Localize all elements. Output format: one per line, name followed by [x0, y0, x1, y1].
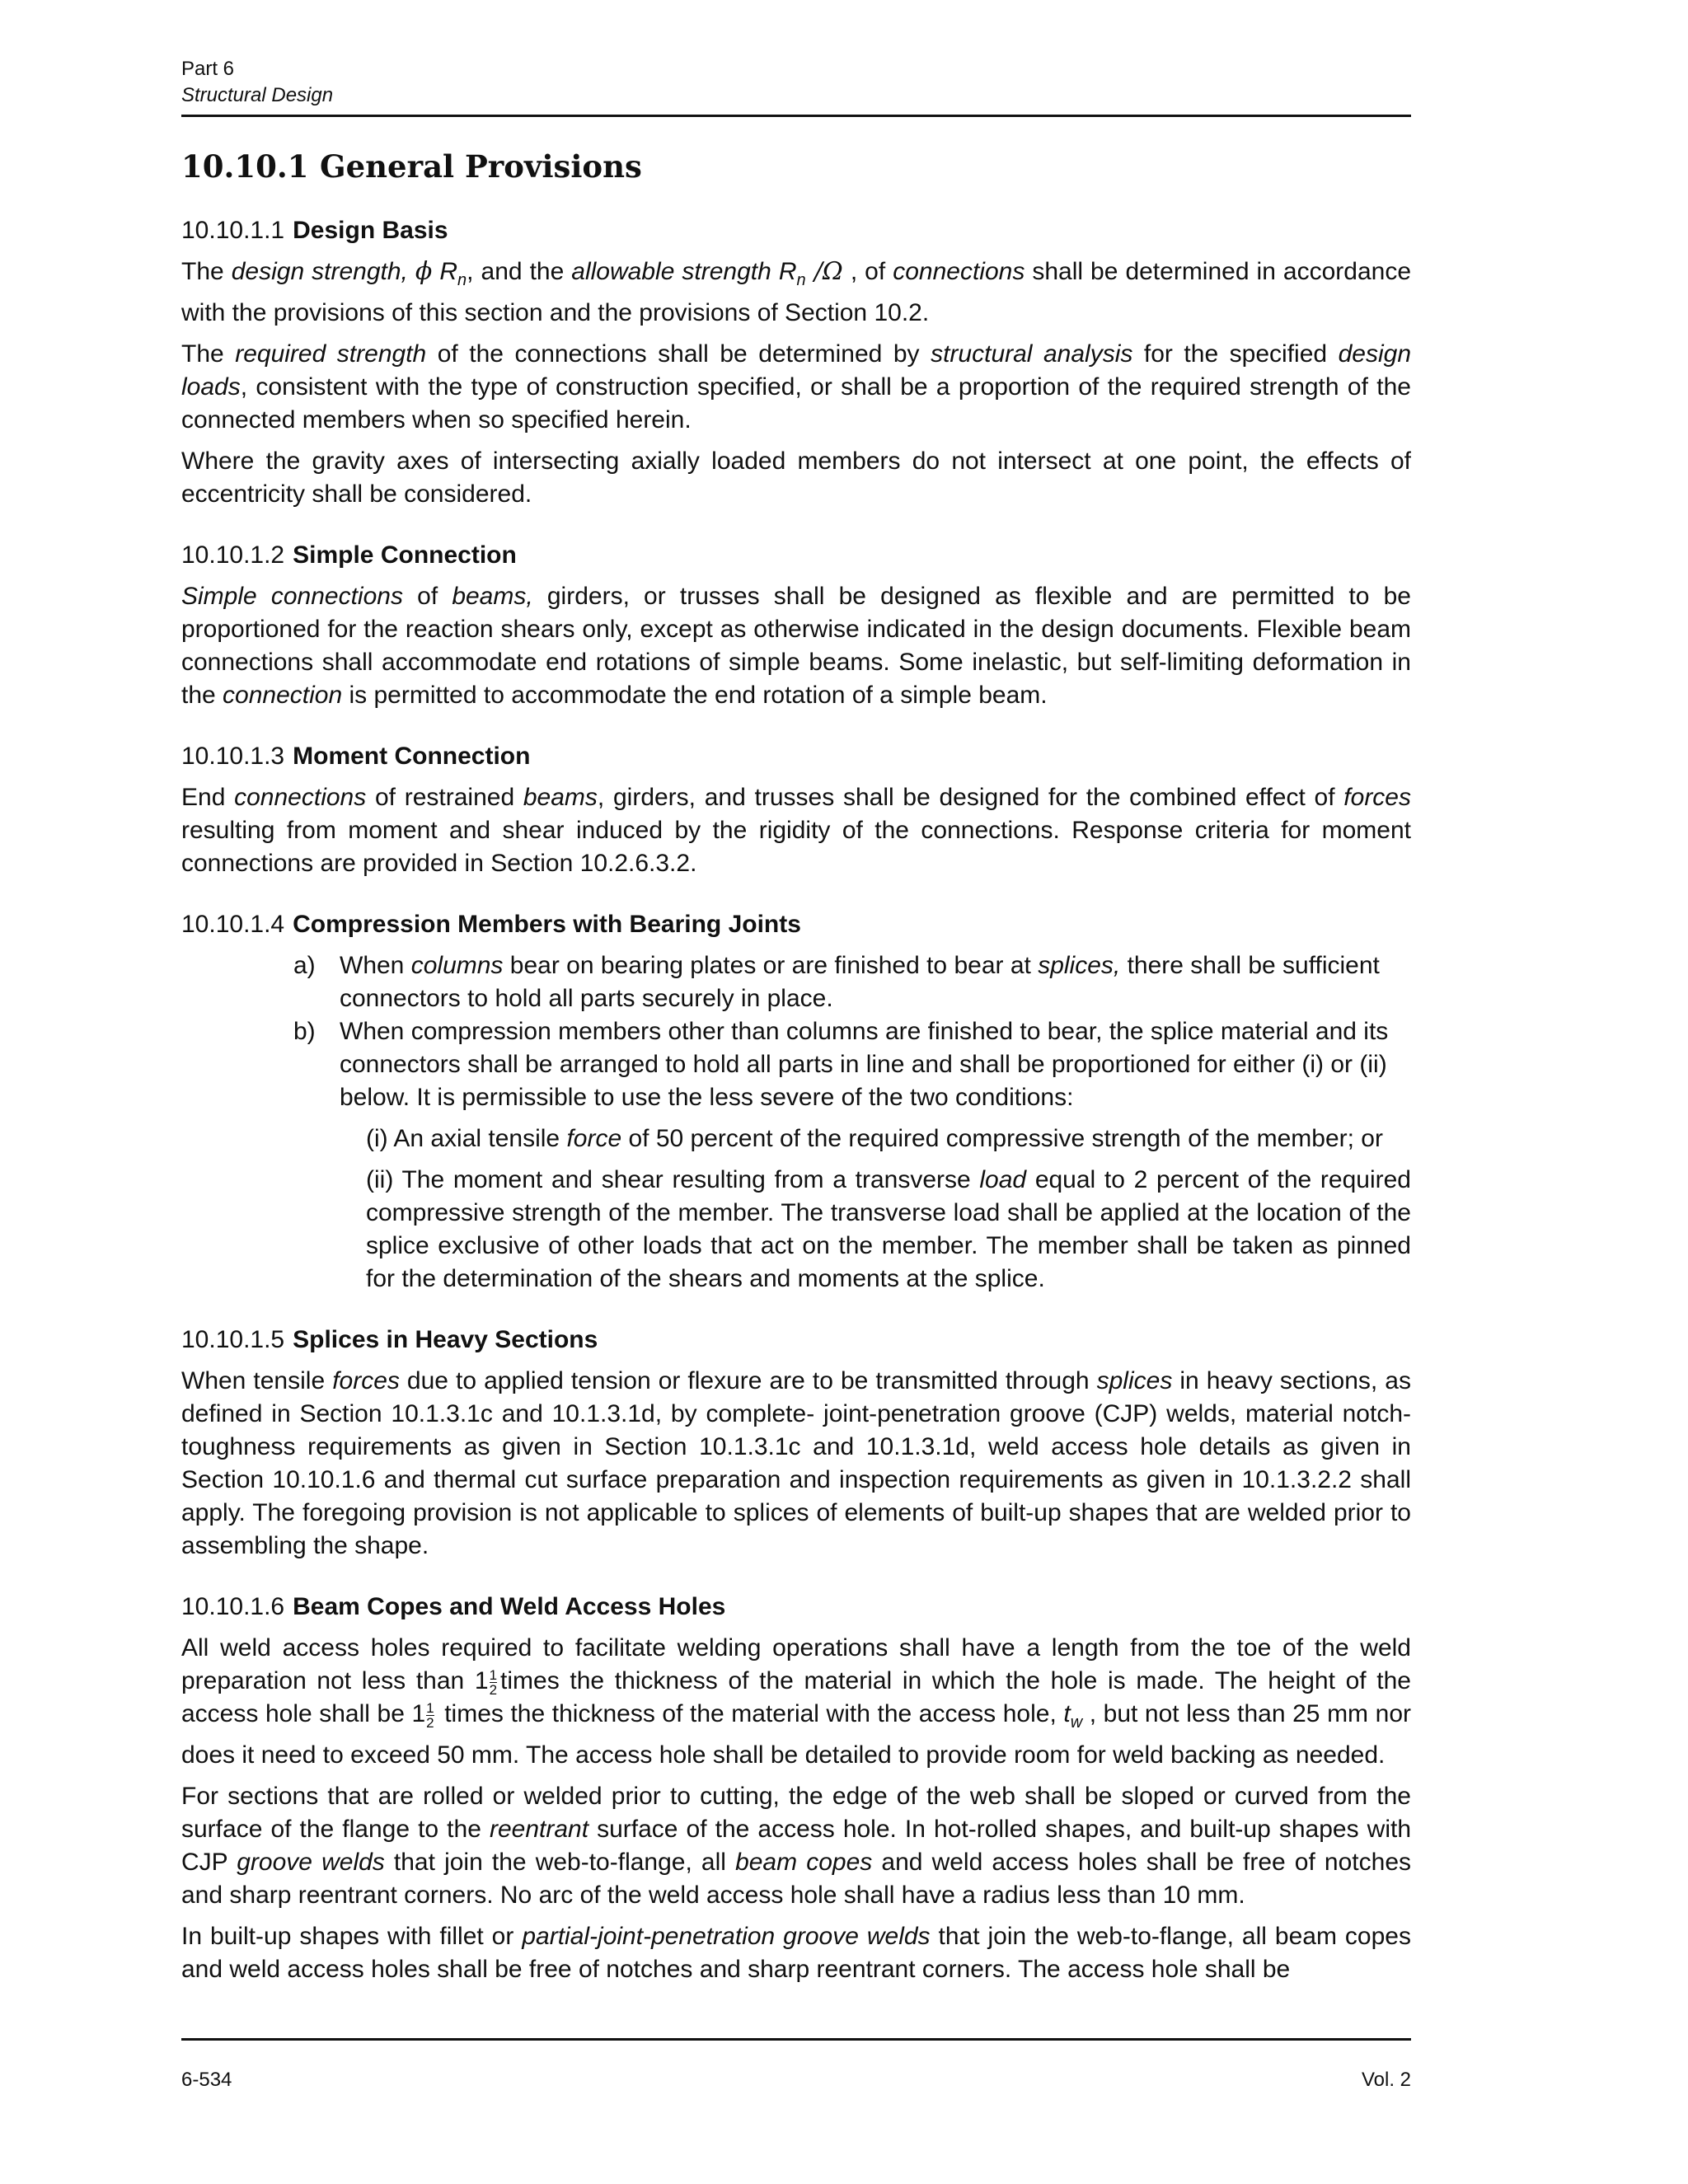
sub-list-item: (i) An axial tensile force of 50 percent of the required compressive strength of the member; or [366, 1125, 1383, 1152]
paragraph: All weld access holes required to facilitate welding operations shall have a length from the toe of the weld preparation not less than 1 $\frac{1}{2}$ times the thickness of the material in which the hole is made. The height of the access hole shall be 1 $\frac{1}{2}$ times the thickness of the material with the access hole, $t_w$ , but not less than 25 mm nor does it need to exceed 50 mm. The access hole shall be detailed to provide room for weld backing as needed. [181, 1634, 1411, 1769]
section-title [181, 147, 1411, 186]
footer-rule [181, 2038, 1411, 2041]
subsection-heading: 10.10.1.3 Moment Connection [181, 743, 531, 770]
page-number: 6-534 [181, 2069, 232, 2091]
sub-list-item: (ii) The moment and shear resulting from a transverse load equal to 2 percent of the required compressive strength of the member. The transverse load shall be applied at the location of the splice exclusive of other loads that act on the member. The member shall be taken as pinned for the determination of the shears and moments at the splice. [366, 1166, 1411, 1292]
header-rule [181, 115, 1411, 117]
subsection-heading: 10.10.1.5 Splices in Heavy Sections [181, 1326, 598, 1353]
fraction: $\frac{1}{2}$ [426, 1699, 434, 1731]
list-item: a) When columns bear on bearing plates or are finished to bear at splices, there shall be sufficient connectors to hold all parts securely in place. [293, 952, 1380, 1012]
header-subtitle: Structural Design [181, 84, 334, 106]
paragraph: The design strength, ϕ $R_n$, and the allowable strength $R_n$ /Ω , of connections shall be determined in accordance with the provisions of this section and the provisions of Section 10.2. [181, 257, 1412, 326]
subsection-heading: 10.10.1.6 Beam Copes and Weld Access Holes [181, 1593, 726, 1620]
paragraph: End connections of restrained beams, girders, and trusses shall be designed for the combined effect of forces resulting from moment and shear induced by the rigidity of the connections. Response criteria for moment connections are provided in Section 10.2.6.3.2. [181, 784, 1411, 877]
section-number: 10.10.1 [181, 148, 309, 185]
subsection-heading: 10.10.1.2 Simple Connection [181, 541, 517, 569]
fraction: $\frac{1}{2}$ [489, 1666, 498, 1698]
list-item: b) When compression members other than columns are finished to bear, the splice material and its connectors shall be arranged to hold all parts in line and shall be proportioned for either (i) or (ii) below. It is permissible to use the less severe of the two conditions: [293, 1018, 1389, 1111]
paragraph: The required strength of the connections shall be determined by structural analysis for the specified design loads, consistent with the type of construction specified, or shall be a proportion of the required strength of the connected members when so specified herein. [181, 340, 1411, 434]
paragraph: Simple connections of beams, girders, or trusses shall be designed as flexible and are permitted to be proportioned for the reaction shears only, except as otherwise indicated in the design documents. Flexible beam connections shall accommodate end rotations of simple beams. Some inelastic, but self-limiting deformation in the connection is permitted to accommodate the end rotation of a simple beam. [181, 583, 1411, 709]
paragraph: When tensile forces due to applied tension or flexure are to be transmitted through splices in heavy sections, as defined in Section 10.1.3.1c and 10.1.3.1d, by complete- joint-penetration groove (CJP) welds, material notch-toughness requirements as given in Section 10.1.3.1c and 10.1.3.1d, weld access hole details as given in Section 10.10.1.6 and thermal cut surface preparation and inspection requirements as given in 10.1.3.2.2 shall apply. The foregoing provision is not applicable to splices of elements of built-up shapes that are welded prior to assembling the shape. [181, 1367, 1411, 1559]
header-part: Part 6 [181, 58, 235, 80]
paragraph: In built-up shapes with fillet or partial-joint-penetration groove welds that join the web-to-flange, all beam copes and weld access holes shall be free of notches and sharp reentrant corners. The access hole shall be [181, 1923, 1411, 1983]
main-content [181, 147, 1411, 1994]
running-header [181, 56, 333, 109]
volume-label: Vol. 2 [1361, 2069, 1411, 2091]
subsection-heading: 10.10.1.4 Compression Members with Bearing Joints [181, 911, 801, 938]
subsection-heading: 10.10.1.1 Design Basis [181, 217, 448, 244]
paragraph: For sections that are rolled or welded prior to cutting, the edge of the web shall be sloped or curved from the surface of the flange to the reentrant surface of the access hole. In hot-rolled shapes, and built-up shapes with CJP groove welds that join the web-to-flange, all beam copes and weld access holes shall be free of notches and sharp reentrant corners. No arc of the weld access hole shall have a radius less than 10 mm. [181, 1783, 1412, 1909]
paragraph: Where the gravity axes of intersecting axially loaded members do not intersect at one point, the effects of eccentricity shall be considered. [181, 448, 1411, 508]
section-title-text: General Provisions [320, 148, 642, 185]
